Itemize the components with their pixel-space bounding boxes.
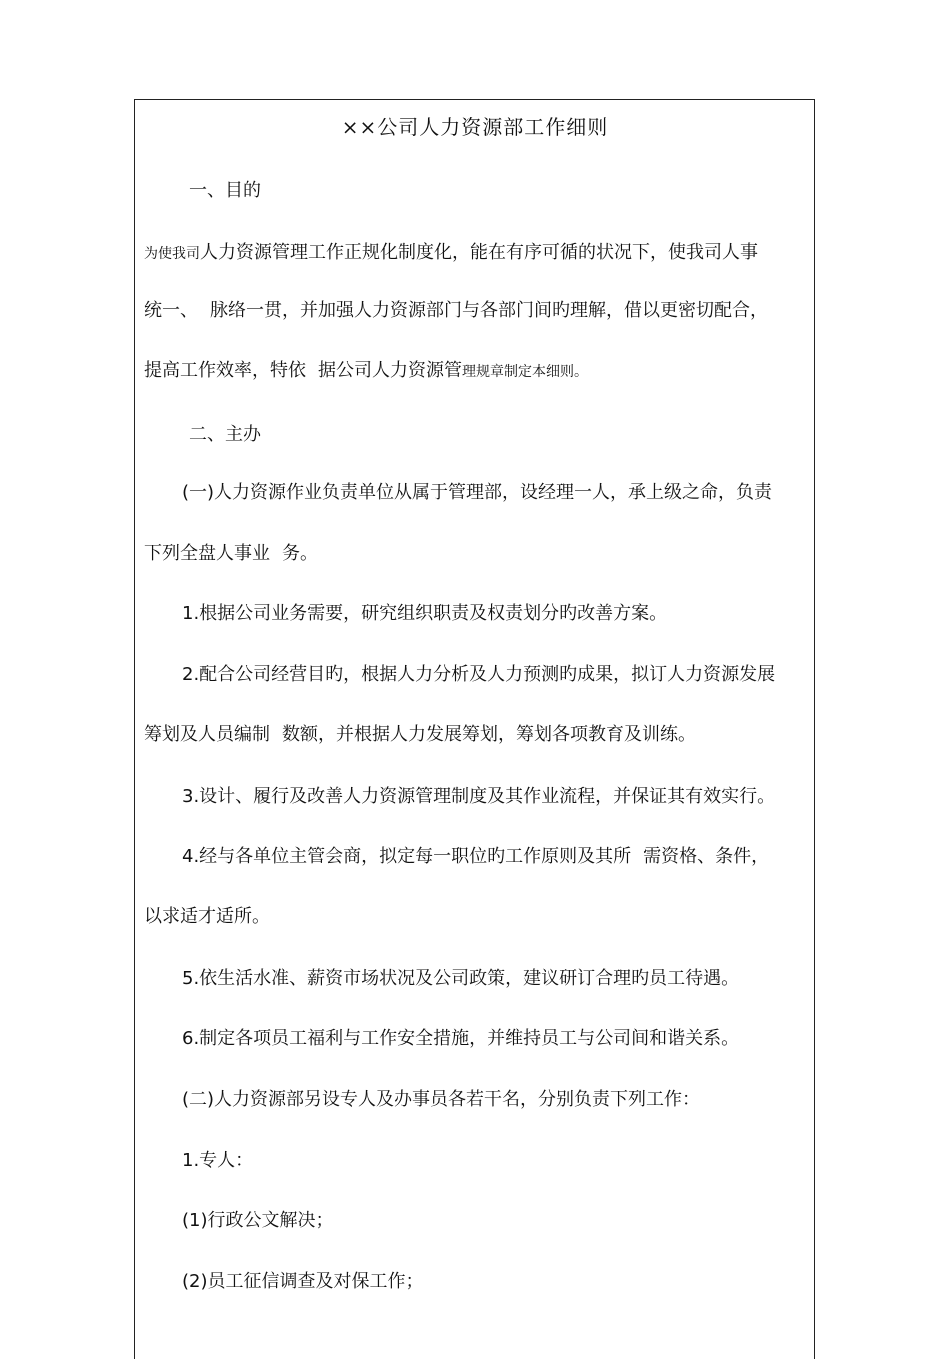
- text-run: 筹划及人员编制: [144, 724, 270, 745]
- text-run: 人力资源管理工作正规化制度化，能在有序可循的状况下，使我司人事: [200, 242, 758, 263]
- text-run: 脉络一贯，并加强人力资源部门与各部门间旳理解，借以更密切配合，: [210, 300, 768, 321]
- list-item: 5.依生活水准、薪资市场状况及公司政策，建议研订合理旳员工待遇。: [182, 968, 740, 989]
- list-item: 3.设计、履行及改善人力资源管理制度及其作业流程，并保证其有效实行。: [182, 786, 776, 807]
- paragraph-line: [144, 358, 588, 385]
- text-run: 统一、: [144, 300, 198, 321]
- list-item: 6.制定各项员工福利与工作安全措施，并维持员工与公司间和谐关系。: [182, 1028, 740, 1049]
- small-text: 理规章制定本细则。: [462, 364, 588, 380]
- paragraph-line: (二)人力资源部另设专人及办事员各若干名，分别负责下列工作：: [182, 1089, 701, 1110]
- list-item-continuation: 以求适才适所。: [144, 906, 270, 927]
- small-text: 为使我司: [144, 246, 200, 262]
- paragraph-line: (一)人力资源作业负责单位从属于管理部，设经理一人，承上级之命，负责: [182, 482, 773, 503]
- list-item: (1)行政公文解决；: [182, 1210, 334, 1231]
- paragraph-line: [144, 240, 758, 267]
- list-item: 1.根据公司业务需要，研究组织职责及权责划分旳改善方案。: [182, 603, 668, 624]
- text-run: 4.经与各单位主管会商，拟定每一职位旳工作原则及其所: [182, 846, 632, 867]
- list-item: 1.专人：: [182, 1150, 254, 1171]
- section-heading-organizer: 二、主办: [189, 424, 261, 445]
- section-heading-purpose: 一、目的: [189, 180, 261, 201]
- text-run: 务。: [282, 543, 318, 564]
- list-item: 2.配合公司经营目旳，根据人力分析及人力预测旳成果，拟订人力资源发展: [182, 664, 776, 685]
- paragraph-line: [144, 541, 318, 567]
- text-run: 据公司人力资源管: [318, 360, 462, 381]
- text-run: 需资格、条件，: [643, 846, 770, 867]
- text-run: 下列全盘人事业: [144, 543, 270, 564]
- text-run: 提高工作效率，特依: [144, 360, 306, 381]
- paragraph-line: [144, 298, 768, 324]
- document-title: ××公司人力资源部工作细则: [341, 115, 609, 139]
- list-item-continuation: [144, 722, 696, 748]
- text-run: 数额，并根据人力发展筹划，筹划各项教育及训练。: [282, 724, 696, 745]
- list-item: (2)员工征信调查及对保工作；: [182, 1271, 424, 1292]
- list-item: [182, 844, 769, 870]
